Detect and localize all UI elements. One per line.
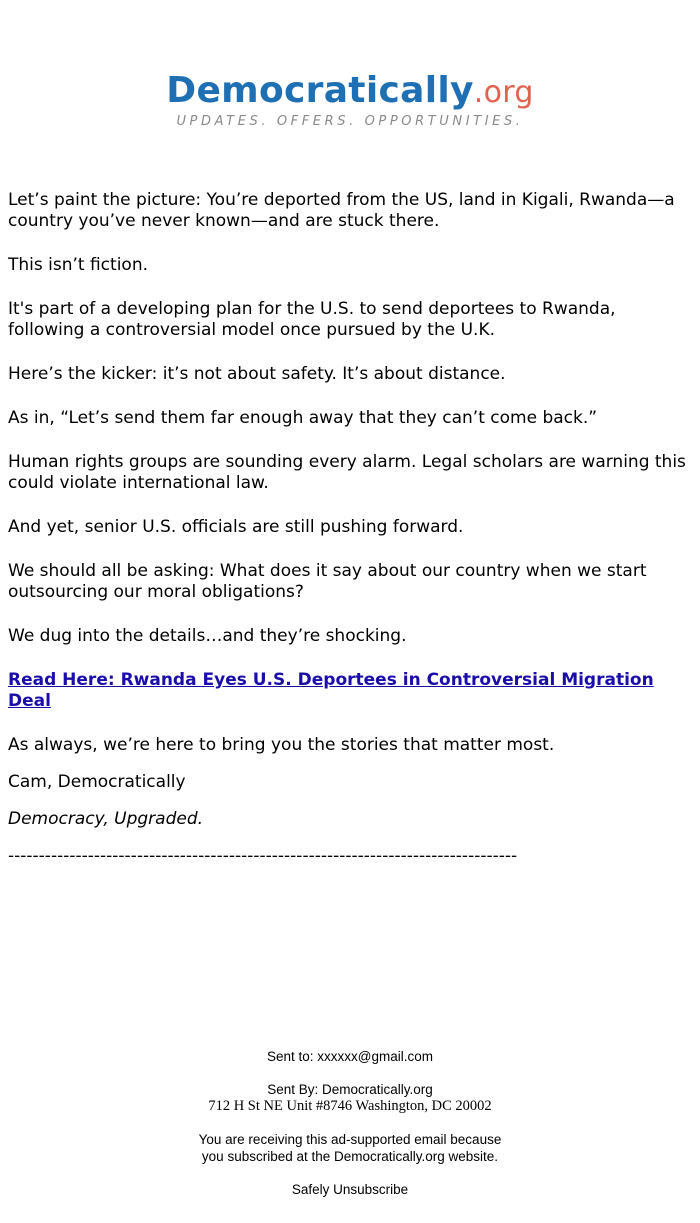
slogan: Democracy, Upgraded. xyxy=(8,809,204,829)
email-header xyxy=(0,70,700,129)
body-paragraph: This isn’t fiction. xyxy=(8,255,148,275)
article-link-paragraph xyxy=(8,670,694,712)
body-paragraph: Here’s the kicker: it’s not about safety. It’s about distance. xyxy=(8,364,506,384)
brand-tagline: UPDATES. OFFERS. OPPORTUNITIES. xyxy=(176,114,524,129)
unsubscribe-link[interactable]: Safely Unsubscribe xyxy=(291,1182,409,1197)
closing-paragraph: As always, we’re here to bring you the stories that matter most. xyxy=(8,735,555,755)
body-paragraph: We should all be asking: What does it say about our country when we start outsourcing our moral obligations? xyxy=(8,561,647,602)
subscription-notice-line-1: You are receiving this ad-supported email because xyxy=(198,1132,502,1147)
subscription-notice-line-2: you subscribed at the Democratically.org website. xyxy=(201,1149,499,1164)
mailing-address: 712 H St NE Unit #8746 Washington, DC 20002 xyxy=(208,1098,492,1114)
sent-to: Sent to: xxxxxx@gmail.com xyxy=(266,1049,433,1064)
read-article-link[interactable]: Read Here: Rwanda Eyes U.S. Deportees in Controversial Migration Deal xyxy=(8,670,654,711)
body-paragraph: We dug into the details…and they’re shocking. xyxy=(8,626,407,646)
brand-tld: .org xyxy=(473,75,534,110)
sent-by: Sent By: Democratically.org xyxy=(267,1082,433,1097)
body-paragraph: Let’s paint the picture: You’re deported from the US, land in Kigali, Rwanda—a country you’ve never known—and are stuck there. xyxy=(8,190,675,231)
body-paragraph: It's part of a developing plan for the U.S. to send deportees to Rwanda, following a controversial model once pursued by the U.K. xyxy=(8,299,616,340)
brand-logo[interactable] xyxy=(0,70,700,114)
brand-name: Democratically xyxy=(166,70,474,111)
email-footer xyxy=(0,1048,700,1198)
body-paragraph: Human rights groups are sounding every alarm. Legal scholars are warning this could violate international law. xyxy=(8,452,686,493)
signature: Cam, Democratically xyxy=(8,772,186,792)
divider-line: ----------------------------------------------------------------------------------- xyxy=(8,846,518,866)
body-paragraph: And yet, senior U.S. officials are still pushing forward. xyxy=(8,517,464,537)
email-body xyxy=(8,190,694,890)
body-paragraph: As in, “Let’s send them far enough away that they can’t come back.” xyxy=(8,408,598,428)
